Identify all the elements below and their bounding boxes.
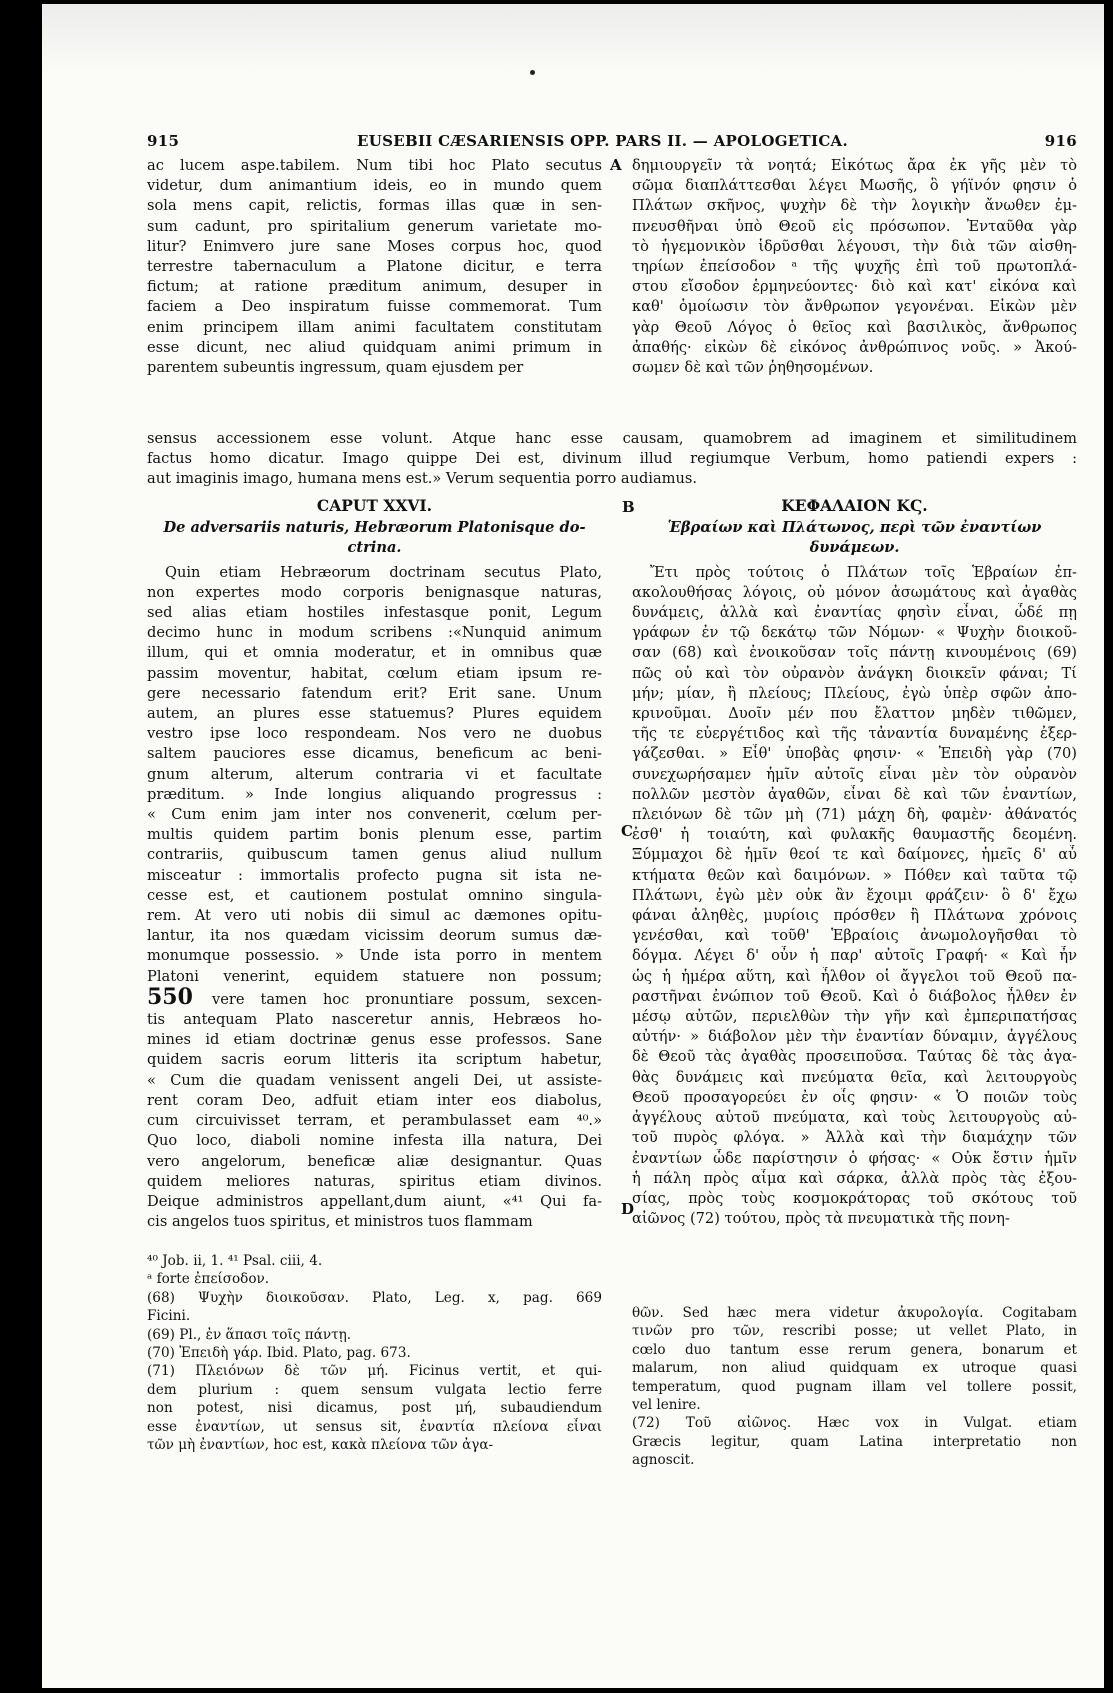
- latin-text-line: rem. At vero uti nobis dii simul ac dæmones opitu-: [147, 907, 602, 925]
- latin-chapter-subtitle-2: ctrina.: [347, 539, 402, 557]
- latin-text-line: sensus accessionem esse volunt. Atque hanc esse causam, quamobrem ad imaginem et similitudinem: [147, 430, 1077, 447]
- greek-text-line: ἀγγέλους αὐτοῦ πνεύματα, καὶ τοὺς λειτουργοὺς αὐ-: [632, 1109, 1077, 1127]
- greek-chapter-subtitle-2: δυνάμεων.: [809, 539, 900, 557]
- greek-text-line: αἰῶνος (72) τούτου, πρὸς τὰ πνευματικὰ τῆς πονη-: [632, 1210, 1010, 1228]
- greek-text-line: καθ' ὁμοίωσιν τὸν ἄνθρωπον γεγονέναι. Εἰκὼν μὲν: [632, 298, 1077, 316]
- latin-text-line: cum circuivisset terram, et perambulasset eam ⁴⁰.»: [147, 1112, 602, 1130]
- footnote-line: malarum, non aliud quidquam ex utroque quasi: [632, 1360, 1077, 1377]
- latin-text-line: litur? Enimvero jure sane Moses corpus hoc, quod: [147, 237, 602, 255]
- greek-text-line: γάζεσθαι. » Εἶθ' ὑποβὰς φησιν· « Ἐπειδὴ γὰρ (70): [632, 745, 1077, 763]
- greek-text-line: δυνάμεις, ἀλλὰ καὶ ἐναντίας φησὶν εἶναι, ὧδέ πῃ: [632, 604, 1077, 622]
- latin-text-line: faciem a Deo inspiratum fuisse commemorat. Tum: [147, 298, 602, 316]
- footnote-line: τινῶν pro τῶν, rescribi posse; ut vellet Plato, in: [632, 1323, 1077, 1340]
- latin-text-line: « Cum enim jam inter nos convenerit, cœlum per-: [147, 806, 602, 824]
- footnote-line: (71) Πλειόνων δὲ τῶν μή. Ficinus vertit, et qui-: [147, 1363, 602, 1380]
- section-marker-d: D: [621, 1200, 635, 1218]
- greek-text-line: πῶς οὐ καὶ τὸν οὐρανὸν ἀνάγκη διοικεῖν φάναι; Τί: [632, 664, 1077, 682]
- footnote-line: ⁴⁰ Job. ii, 1. ⁴¹ Psal. ciii, 4.: [147, 1253, 323, 1269]
- footnote-line: (68) Ψυχὴν διοικοῦσαν. Plato, Leg. x, pag. 669: [147, 1289, 602, 1306]
- footnote-line: esse ἐναντίων, ut sensus sit, ἐναντία πλείονα εἶναι: [147, 1418, 602, 1435]
- latin-text-line: tis antequam Plato nasceretur annis, Hebræos ho-: [147, 1011, 602, 1029]
- latin-text-line: aut imaginis imago, humana mens est.» Verum sequentia porro audiamus.: [147, 470, 698, 488]
- greek-text-line: κρινοῦμαι. Δυοῖν μέν που ἔλαττον μηδὲν τιθῶμεν,: [632, 705, 1077, 723]
- latin-text-line: cis angelos tuos spiritus, et ministros tuos flammam: [147, 1213, 533, 1231]
- latin-text-line: [147, 987, 602, 1010]
- greek-text-line: Θεοῦ προσαγορεύει ἐν οἷς φησιν· « Ὁ ποιῶν τοὺς: [632, 1088, 1077, 1106]
- latin-text-line: illum, qui et omnia moderatur, et in omnibus quæ: [147, 644, 602, 662]
- page-number-right: 916: [1044, 132, 1077, 150]
- latin-text-line: esse dicunt, nec aliud quidquam animi primum in: [147, 338, 602, 356]
- latin-text-line: gere necessario fatendum erit? Erit sane. Unum: [147, 684, 602, 702]
- latin-text-line: non expertes modo corporis benignasque naturas,: [147, 583, 602, 601]
- latin-text-line: Deique administros appellant,dum aiunt, «⁴¹ Qui fa-: [147, 1192, 602, 1210]
- latin-text-line: « Cum die quadam venissent angeli Dei, ut assiste-: [147, 1071, 602, 1089]
- greek-text-line: γενέσθαι, καὶ τοῦθ' Ἑβραίοις ἀνωμολογῆσθαι τὸ: [632, 927, 1077, 945]
- latin-text-line: enim principem illam animi facultatem constitutam: [147, 318, 602, 336]
- greek-text-line: ἀπαθής· εἰκὼν δὲ εἰκόνος ἀνθρώπινος νοῦς. » Ἀκού-: [632, 338, 1077, 356]
- latin-text-line: autem, an plures esse statuemus? Plures equidem: [147, 705, 602, 723]
- page-number-mark: 550: [147, 986, 212, 1010]
- latin-text-line: sum cadunt, pro spiritalium generum varietate mo-: [147, 217, 602, 235]
- footnote-line: dem plurium : quem sensum vulgata lectio ferre: [147, 1381, 602, 1398]
- greek-text-line: δημιουργεῖν τὰ νοητά; Εἰκότως ἄρα ἐκ γῆς μὲν τὸ: [632, 157, 1077, 174]
- latin-text-line: terrestre tabernaculum a Platone dicitur, e terra: [147, 258, 602, 276]
- latin-full-width-text: [147, 429, 1077, 490]
- greek-text-line: δόγμα. Λέγει δ' οὖν ἡ παρ' αὐτοῖς Γραφή· « Καὶ ἦν: [632, 947, 1077, 965]
- greek-text-line: πολλῶν μεστὸν ἀγαθῶν, εἶναι δὲ καὶ τῶν ἐναντίων,: [632, 785, 1077, 803]
- footnote-line: cœlo duo tantum esse rerum genera, bonarum et: [632, 1341, 1077, 1358]
- latin-text-line: parentem subeuntis ingressum, quam ejusdem per: [147, 359, 524, 377]
- greek-text-line: σωμεν δὲ καὶ τῶν ῥηθησομένων.: [632, 359, 874, 377]
- ink-dot: [530, 70, 535, 75]
- latin-text-line: gnum alterum, alterum contraria vi et facultate: [147, 765, 602, 783]
- greek-text-line: Πλάτων σκῆνος, ψυχὴν δὲ τὴν λογικὴν ἄνωθεν ἐμ-: [632, 197, 1077, 215]
- greek-text-line: ὡς ἡ ἡμέρα αὕτη, καὶ ἦλθον οἱ ἄγγελοι τοῦ Θεοῦ πα-: [632, 967, 1077, 985]
- latin-text-line: Quin etiam Hebræorum doctrinam secutus Plato,: [165, 563, 602, 581]
- latin-text-line: præditum. » Inde longius aliquando progressus :: [147, 785, 602, 803]
- greek-text-line: δὲ Θεοῦ τὰς ἀγαθὰς προσειποῦσα. Ταύτας δὲ τὰς ἀγα-: [632, 1048, 1077, 1066]
- running-header: [147, 132, 1077, 152]
- greek-chapter-column: [632, 494, 1077, 1229]
- greek-text-line: σαν (68) καὶ ἐνοικοῦσαν τοῖς πάντῃ κινουμένοις (69): [632, 644, 1077, 662]
- section-marker-a: A: [610, 156, 622, 174]
- greek-text-line: γὰρ Θεοῦ Λόγος ὁ θεῖος καὶ βασιλικὸς, ἄνθρωπος: [632, 318, 1077, 336]
- footnote-line: non potest, nisi dicamus, post μή, subaudiendum: [147, 1400, 602, 1417]
- greek-text-line: τῆς τε εὐεργέτιδος καὶ τῆς τἀναντία δυναμένης ἐξερ-: [632, 725, 1077, 743]
- latin-text-line: Platoni venerint, equidem statuere non possum;: [147, 967, 602, 985]
- greek-text-line: στου εἴσοδον ἑρμηνεύοντες· διὸ καὶ κατ' εἰκόνα καὶ: [632, 278, 1077, 296]
- footnote-line: agnoscit.: [632, 1452, 695, 1469]
- footnote-line: vel lenire.: [632, 1397, 701, 1414]
- greek-text-line: γράφων ἐν τῷ δεκάτῳ τῶν Νόμων· « Ψυχὴν διοικοῦ-: [632, 624, 1077, 642]
- greek-text-line: Πλάτωνι, ἐγὼ μὲν οὐκ ἂν ἔχοιμι φράζειν· ὃ δ' ἔχω: [632, 886, 1077, 904]
- latin-text-line: vero angelorum, beneficæ aliæ designantur. Quas: [147, 1152, 602, 1170]
- footnote-line: temperatum, quod pugnam illam vel tollere possit,: [632, 1378, 1077, 1395]
- greek-text-line: πλειόνων δὲ τῶν μὴ (71) μάχη δὴ, φαμὲν· ἀθάνατός: [632, 806, 1077, 824]
- footnote-line: τῶν μὴ ἐναντίων, hoc est, κακὰ πλείονα τῶν ἀγα-: [147, 1437, 494, 1454]
- latin-text-line: ac lucem aspe.tabilem. Num tibi hoc Plato secutus: [147, 157, 602, 174]
- text-line-rest: vere tamen hoc pronuntiare possum, sexcen-: [211, 990, 602, 1008]
- greek-text-line: πνευσθῆναι ὑπὸ Θεοῦ εἰς πρόσωπον. Ἐνταῦθα γὰρ: [632, 217, 1077, 235]
- greek-text-line: Ἔτι πρὸς τούτοις ὁ Πλάτων τοῖς Ἑβραίων ἐπ-: [650, 563, 1077, 581]
- footnote-line: (70) Ἐπειδὴ γάρ. Ibid. Plato, pag. 673.: [147, 1345, 411, 1362]
- latin-text-line: passim moventur, habitat, cœlum etiam ipsum re-: [147, 664, 602, 682]
- greek-text-line: τὸ ἡγεμονικὸν ἱδρῦσθαι λέγουσι, τὴν διὰ τῶν αἰσθη-: [632, 237, 1077, 255]
- greek-text-line: σίας, πρὸς τοὺς κοσμοκράτορας τοῦ σκότους τοῦ: [632, 1189, 1077, 1207]
- book-page: [42, 4, 1104, 1688]
- latin-text-line: saltem pauciores esse dicamus, beneficum ac beni-: [147, 745, 602, 763]
- greek-text-line: ακολουθήσας λόγοις, οὐ μόνον ἀσωμάτους καὶ ἀγαθὰς: [632, 583, 1077, 601]
- greek-chapter-subtitle-1: Ἑβραίων καὶ Πλάτωνος, περὶ τῶν ἐναντίων: [667, 519, 1042, 537]
- latin-text-line: lantur, ita nos quædam vicissim deorum sumus dæ-: [147, 927, 602, 945]
- latin-text-line: sed alias etiam hostiles infestasque ponit, Legum: [147, 604, 602, 622]
- greek-text-line: συνεχωρήσαμεν ἡμῖν αὐτοῖς εἶναι μὲν τὸν οὐρανὸν: [632, 765, 1077, 783]
- latin-text-line: fictum; at ratione præditum animum, desuper in: [147, 278, 602, 296]
- greek-text-line: τοῦ πυρὸς φλόγα. » Ἀλλὰ καὶ τὴν διαμάχην τῶν: [632, 1129, 1077, 1147]
- footnotes-right: [632, 1304, 1077, 1470]
- latin-text-line: misceatur : immortalis profecto pugna sit ista ne-: [147, 866, 602, 884]
- latin-chapter-column: [147, 494, 602, 1232]
- greek-chapter-heading: ΚΕΦΑΛΑΙΟΝ ΚϚ.: [781, 496, 928, 515]
- section-marker-c: C: [621, 822, 633, 840]
- latin-text-line: monumque possessio. » Unde ista porro in mentem: [147, 947, 602, 965]
- greek-text-line: Ξύμμαχοι δὲ ἡμῖν θεοί τε καὶ δαίμονες, ἡμεῖς δ' αὖ: [632, 846, 1077, 864]
- footnote-line: ᵃ forte ἐπείσοδον.: [147, 1271, 270, 1288]
- greek-text-line: ἐναντίων ὧδε παρίστησιν ὁ φήσας· « Οὐκ ἔστιν ἡμῖν: [632, 1149, 1077, 1167]
- greek-text-line: αὐτήν· » διάβολον μὲν τὴν ἐναντίαν δύναμιν, ἀγγέλους: [632, 1028, 1077, 1046]
- greek-text-line: τηρίων ἐπείσοδον ᵃ τῆς ψυχῆς ἐπὶ τοῦ πρωτοπλά-: [632, 258, 1077, 276]
- greek-text-line: ἡ πάλη πρὸς αἷμα καὶ σάρκα, ἀλλὰ πρὸς τὰς ἐξου-: [632, 1169, 1077, 1187]
- latin-text-line: decimo hunc in modum scribens :«Nunquid animum: [147, 624, 602, 642]
- greek-text-line: μέσῳ αὐτῶν, περιελθὼν τὴν γῆν καὶ ἐμπεριπατήσας: [632, 1008, 1077, 1026]
- footnote-line: (72) Τοῦ αἰῶνος. Hæc vox in Vulgat. etiam: [632, 1415, 1077, 1432]
- greek-chapter-body: [632, 563, 1077, 1230]
- latin-text-line: quidem sacris eorum litteris ita scriptum habetur,: [147, 1051, 602, 1069]
- greek-text-line: ἐσθ' ἡ τοιαύτη, καὶ φυλακῆς θαυμαστῆς δεομένη.: [632, 826, 1077, 844]
- latin-text-line: rent coram Deo, adfuit etiam inter eos diabolus,: [147, 1091, 602, 1109]
- latin-text-line: quidem meliores naturas, spiritus etiam divinos.: [147, 1172, 602, 1190]
- greek-text-line: ραστῆναι ἐνώπιον τοῦ Θεοῦ. Καὶ ὁ διάβολος ἦλθεν ἐν: [632, 987, 1077, 1005]
- latin-text-line: videtur, dum animantium ideis, eo in mundo quem: [147, 177, 602, 195]
- running-title: EUSEBII CÆSARIENSIS OPP. PARS II. — APOLOGETICA.: [357, 132, 849, 150]
- greek-text-line: μήν; μίαν, ἢ πλείους; Πλείους, ἐγὼ ὑπὲρ σφῶν ἀπο-: [632, 684, 1077, 702]
- latin-chapter-heading: CAPUT XXVI.: [316, 496, 433, 515]
- latin-text-line: vestro ipse loco respondeam. Nos vero ne duobus: [147, 725, 602, 743]
- greek-text-line: κτήματα θεῶν καὶ δαιμόνων. » Πόθεν καὶ ταῦτα τῷ: [632, 866, 1077, 884]
- latin-text-line: mines id etiam doctrinæ genus esse professos. Sane: [147, 1031, 602, 1049]
- greek-text-line: φάναι ἀληθὲς, μυρίοις πρόσθεν ἢ Πλάτωνα χρόνοις: [632, 907, 1077, 925]
- latin-chapter-subtitle-1: De adversariis naturis, Hebræorum Platonisque do-: [163, 519, 586, 537]
- greek-text-line: σῶμα διαπλάττεσθαι λέγει Μωσῆς, ὃ γήϊνόν φησιν ὁ: [632, 177, 1077, 195]
- latin-text-line: multis quidem partim bonis plenum esse, partim: [147, 826, 602, 844]
- greek-text-line: θὰς δυνάμεις καὶ πνεύματα θεῖα, καὶ λειτουργοὺς: [632, 1068, 1077, 1086]
- latin-text-line: contrariis, quibuscum tamen genus aliud nullum: [147, 846, 602, 864]
- footnote-line: Græcis legitur, quam Latina interpretatio non: [632, 1433, 1077, 1450]
- page-number-left: 915: [147, 132, 180, 150]
- footnote-line: Ficini.: [147, 1308, 191, 1325]
- latin-text-line: Quo loco, diaboli nomine infesta illa natura, Dei: [147, 1132, 602, 1150]
- page-top-margin: [42, 4, 1104, 74]
- footnote-line: θῶν. Sed hæc mera videtur ἀκυρολογία. Cogitabam: [632, 1305, 1077, 1321]
- section-marker-b: B: [622, 498, 635, 516]
- latin-chapter-body: [147, 563, 602, 1233]
- latin-text-line: sola mens capit, relictis, formas illas quæ in sen-: [147, 197, 602, 215]
- greek-column-top: [632, 156, 1077, 378]
- footnote-line: (69) Pl., ἐν ἅπασι τοῖς πάντῃ.: [147, 1326, 352, 1343]
- latin-column-top: [147, 156, 602, 378]
- footnotes-left: [147, 1252, 602, 1454]
- latin-text-line: factus homo dicatur. Imago quippe Dei est, divinum illud regiumque Verbum, homo patiendi expers :: [147, 450, 1077, 468]
- latin-text-line: cesse est, et cautionem postulat omnino singula-: [147, 886, 602, 904]
